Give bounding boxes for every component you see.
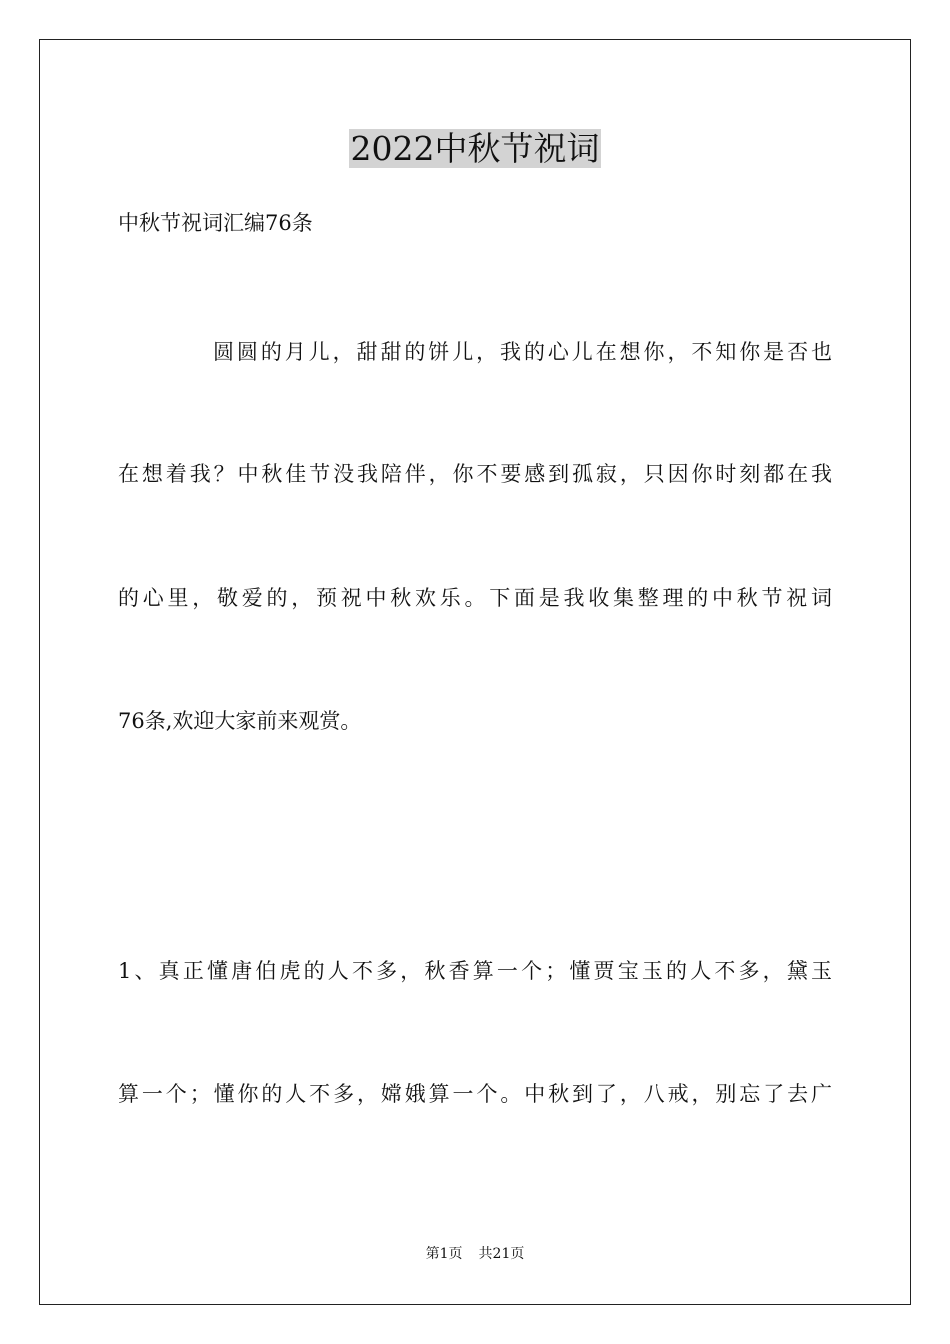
page-total: 共21页: [478, 1246, 525, 1262]
document-title-text: 2022中秋节祝词: [350, 129, 600, 168]
document-subtitle: 中秋节祝词汇编76条: [118, 211, 313, 235]
intro-line-1: 圆圆的月儿，甜甜的饼儿，我的心儿在想你，不知你是否也: [213, 340, 832, 364]
document-title: [0, 128, 950, 170]
intro-line-2: 在想着我？中秋佳节没我陪伴，你不要感到孤寂，只因你时刻都在我: [118, 462, 832, 486]
page-number: 第1页: [425, 1246, 463, 1262]
intro-line-3: 的心里，敬爱的，预祝中秋欢乐。下面是我收集整理的中秋节祝词: [118, 586, 832, 610]
item-1-line-1: 1、真正懂唐伯虎的人不多，秋香算一个；懂贾宝玉的人不多，黛玉: [118, 959, 832, 983]
page-footer: [0, 1244, 950, 1264]
item-1-line-2: 算一个；懂你的人不多，嫦娥算一个。中秋到了，八戒，别忘了去广: [118, 1082, 832, 1106]
intro-line-4: 76条,欢迎大家前来观赏。: [118, 709, 362, 733]
